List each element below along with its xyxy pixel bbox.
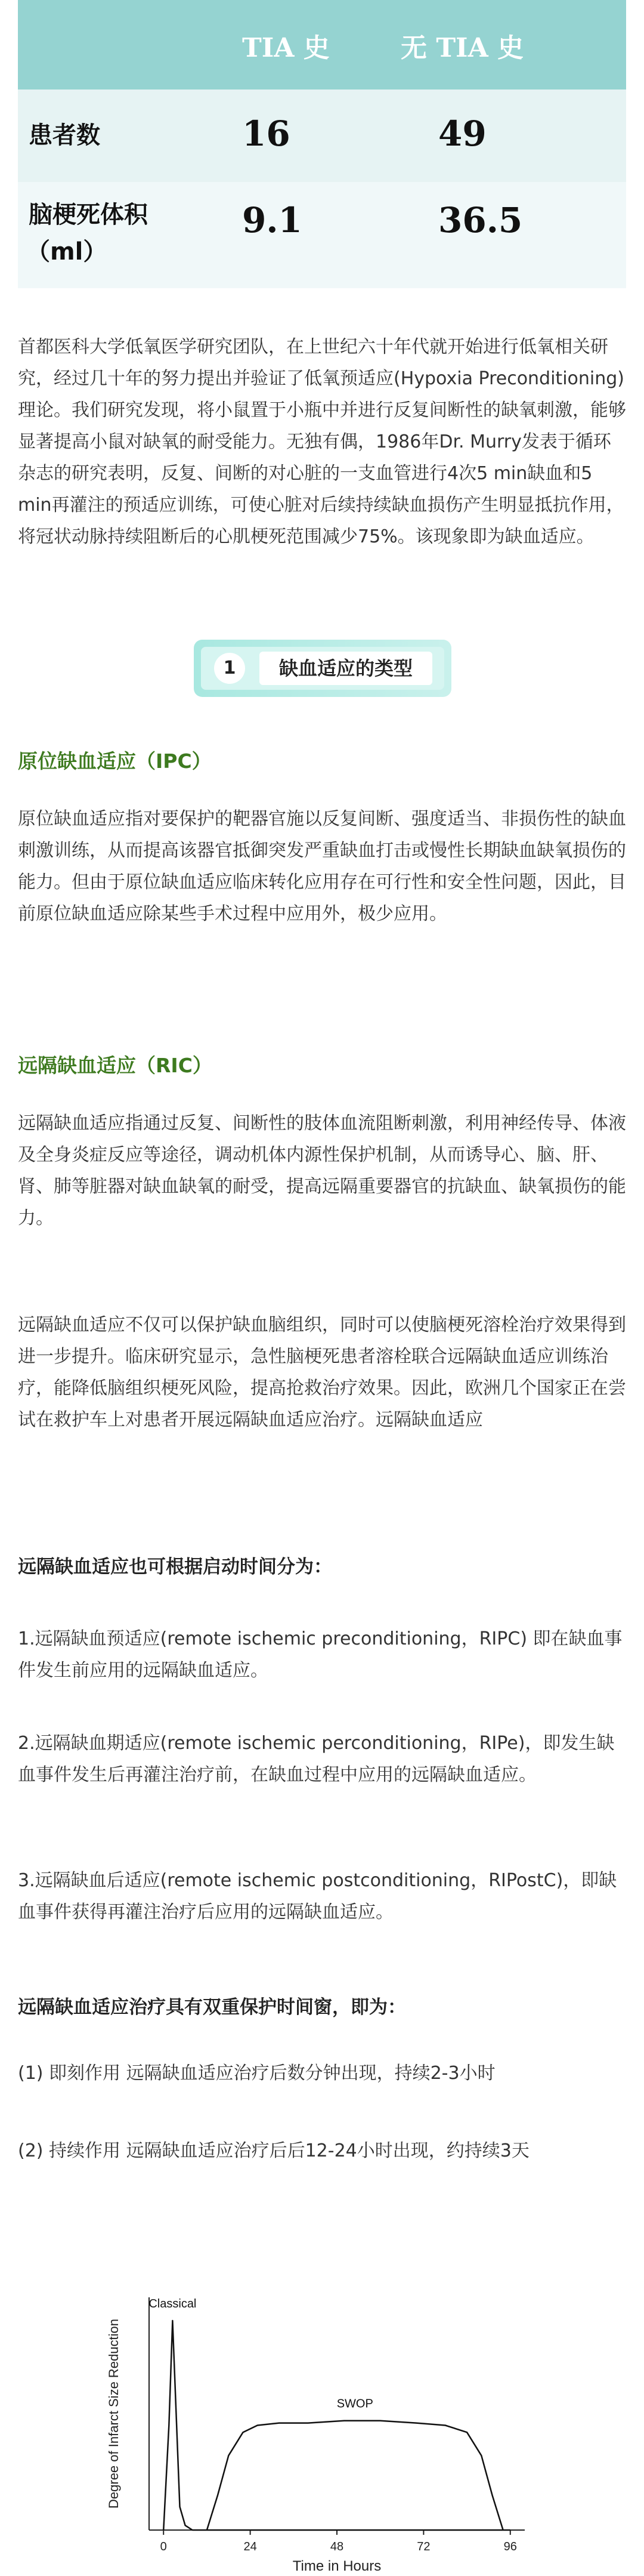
section-title: 缺血适应的类型 [259,652,432,685]
x-tick-label: 96 [503,2540,517,2553]
ipc-paragraph: 原位缺血适应指对要保护的靶器官施以反复间断、强度适当、非损伤性的缺血刺激训练，从而提高该器官抵御突发严重缺血打击或慢性长期缺血缺氧损伤的能力。但由于原位缺血适应临床转化应用存在可行性和安全性问题，因此，目前原位缺血适应除某些手术过程中应用外，极少应用。 [18,809,626,924]
comparison-table [18,0,626,288]
row-label-patients: 患者数 [29,122,100,149]
patients-tia-value: 16 [242,113,290,154]
series-label-swop: SWOP [336,2397,373,2411]
protection-window-chart [95,2291,549,2576]
infarct-tia-value: 9.1 [242,200,302,240]
timing-heading: 远隔缺血适应也可根据启动时间分为： [18,1556,332,1578]
table-row [18,90,626,182]
x-tick-label: 72 [417,2540,431,2553]
series-line-classical [163,2321,510,2530]
window-item-sustained: (2) 持续作用 远隔缺血适应治疗后后12-24小时出现，约持续3天 [18,2140,530,2161]
y-axis-label: Degree of Infarct Size Reduction [106,2319,121,2509]
ric-heading: 远隔缺血适应（RIC） [18,1054,212,1077]
series-label-classical: Classical [148,2297,197,2310]
intro-paragraph: 首都医科大学低氧医学研究团队，在上世纪六十年代就开始进行低氧相关研究，经过几十年的努力提出并验证了低氧预适应(Hypoxia Preconditioning)理论。我们研究发现，将小鼠置于小瓶中并进行反复间断性的缺氧刺激，能够显著提高小鼠对缺氧的耐受能力。无独有偶，1986年Dr. Murry发表于循环杂志的研究表明，反复、间断的对心脏的一支血管进行4次5 min缺血和5 min再灌注的预适应训练，可使心脏对后续持续缺血损伤产生明显抵抗作用，将冠状动脉持续阻断后的心肌梗死范围减少75%。该现象即为缺血适应。 [18,337,626,547]
table-row [18,182,626,288]
table-header-row [18,0,626,90]
ipc-heading: 原位缺血适应（IPC） [18,749,212,773]
column-header-tia: TIA 史 [242,33,330,63]
ric-paragraph-1: 远隔缺血适应指通过反复、间断性的肢体血流阻断刺激，利用神经传导、体液及全身炎症反应等途径，调动机体内源性保护机制，从而诱导心、脑、肝、肾、肺等脏器对缺血缺氧的耐受，提高远隔重要器官的抗缺血、缺氧损伤的能力。 [18,1113,626,1229]
series-line-swop [207,2421,503,2530]
section-number: 1 [214,653,245,684]
x-tick-label: 24 [243,2540,257,2553]
window-heading: 远隔缺血适应治疗具有双重保护时间窗，即为： [18,1997,406,2018]
section-badge [194,640,451,697]
timing-item-ripe: 2.远隔缺血期适应(remote ischemic perconditioning，RIPe)，即发生缺血事件发生后再灌注治疗前，在缺血过程中应用的远隔缺血适应。 [18,1733,615,1785]
column-header-no-tia: 无 TIA 史 [401,33,524,63]
patients-no-tia-value: 49 [438,113,487,154]
window-item-immediate: (1) 即刻作用 远隔缺血适应治疗后数分钟出现，持续2-3小时 [18,2063,496,2084]
row-label-unit: （ml） [26,238,107,266]
x-tick-label: 48 [330,2540,344,2553]
infarct-no-tia-value: 36.5 [438,200,523,240]
section-badge-inner [201,647,444,690]
x-tick-label: 0 [160,2540,167,2553]
x-axis-label: Time in Hours [292,2558,382,2574]
timing-item-ripc: 1.远隔缺血预适应(remote ischemic preconditioning，RIPC) 即在缺血事件发生前应用的远隔缺血适应。 [18,1628,623,1681]
ric-paragraph-2: 远隔缺血适应不仅可以保护缺血脑组织，同时可以使脑梗死溶栓治疗效果得到进一步提升。临床研究显示，急性脑梗死患者溶栓联合远隔缺血适应训练治疗，能降低脑组织梗死风险，提高抢救治疗效果。因此，欧洲几个国家正在尝试在救护车上对患者开展远隔缺血适应治疗。远隔缺血适应 [18,1315,626,1430]
row-label-infarct-volume: 脑梗死体积 [29,201,148,229]
timing-item-ripostc: 3.远隔缺血后适应(remote ischemic postconditioning，RIPostC)，即缺血事件获得再灌注治疗后应用的远隔缺血适应。 [18,1870,617,1923]
